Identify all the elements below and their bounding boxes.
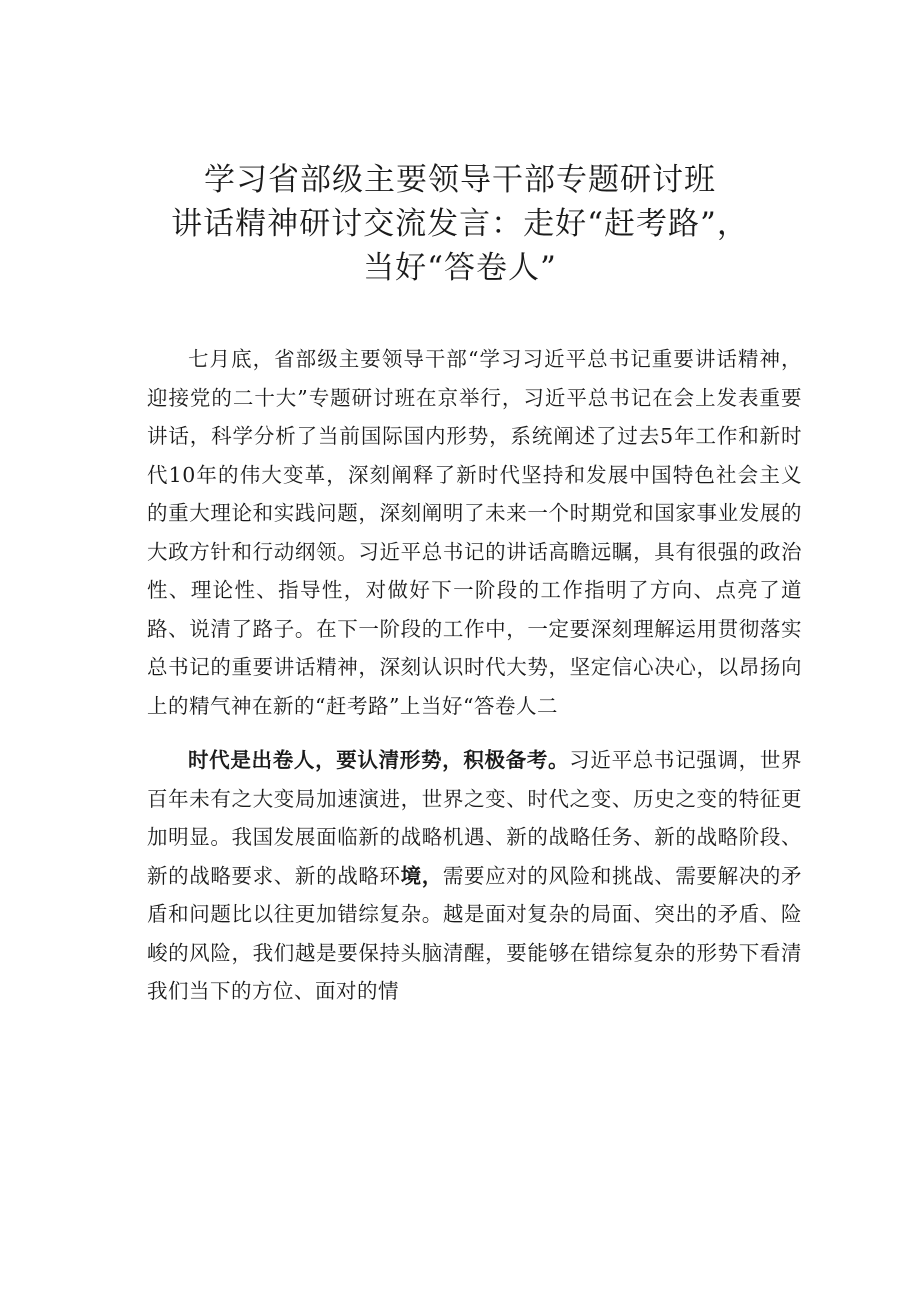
paragraph-lead-sentence: 时代是出卷人，要认清形势，积极备考。 (188, 748, 570, 772)
title-line-1: 学习省部级主要领导干部专题研讨班 (204, 162, 716, 198)
title-line-3: 当好“答卷人” (363, 250, 557, 286)
document-title (100, 158, 820, 290)
paragraph-text: 习近平总书记强调，世界百年未有之大变局加速演进，世界之变、时代之变、历史之变的特征更加明显。我国发展面临新的战略机遇、新的战略任务、新的战略阶段、新的战略要求、新的战略环 (147, 748, 803, 888)
document-body (147, 340, 802, 1011)
title-line-2: 讲话精神研讨交流发言：走好“赶考路”， (171, 206, 749, 242)
paragraph-text-continued: 需要应对的风险和挑战、需要解决的矛盾和问题比以往更加错综复杂。越是面对复杂的局面、突出的矛盾、险峻的风险，我们越是要保持头脑清醒，要能够在错综复杂的形势下看清我们当下的方位、面对的情 (147, 863, 803, 1003)
paragraph-1: 七月底，省部级主要领导干部“学习习近平总书记重要讲话精神，迎接党的二十大”专题研讨班在京举行，习近平总书记在会上发表重要讲话，科学分析了当前国际国内形势，系统阐述了过去5年工作和新时代10年的伟大变革，深刻阐释了新时代坚持和发展中国特色社会主义的重大理论和实践问题，深刻阐明了未来一个时期党和国家事业发展的大政方针和行动纲领。习近平总书记的讲话高瞻远瞩，具有很强的政治性、理论性、指导性，对做好下一阶段的工作指明了方向、点亮了道路、说清了路子。在下一阶段的工作中，一定要深刻理解运用贯彻落实总书记的重要讲话精神，深刻认识时代大势，坚定信心决心，以昂扬向上的精气神在新的“赶考路”上当好“答卷人二 (147, 347, 802, 718)
paragraph-2 (147, 741, 802, 1011)
paragraph-bold-fragment: 境， (400, 863, 443, 888)
